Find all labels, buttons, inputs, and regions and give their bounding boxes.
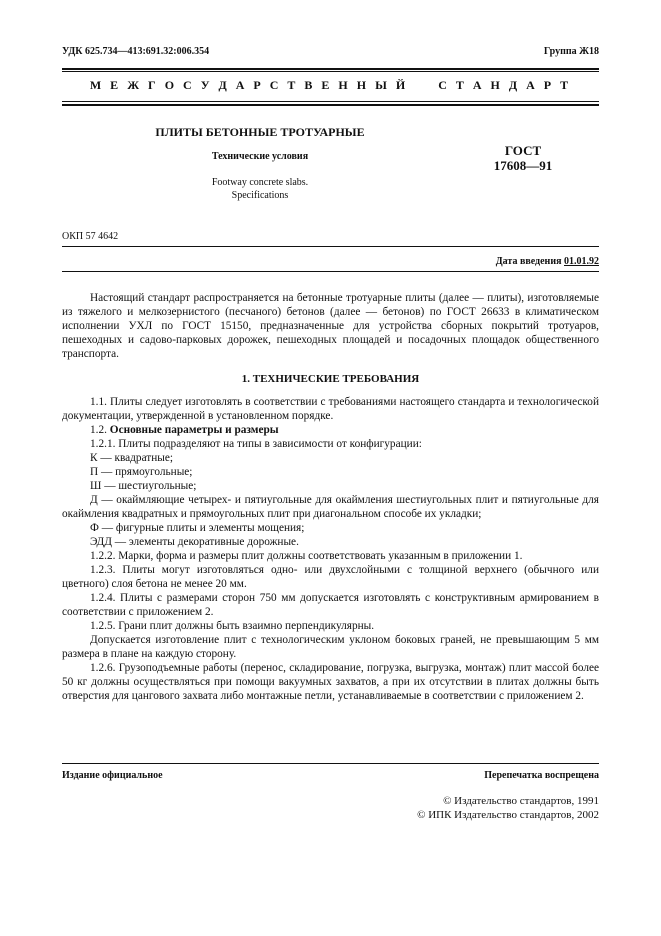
clause-1-2-5-tolerance: Допускается изготовление плит с технологическим уклоном боковых граней, не превышающим 5 мм размера в плане на каждую сторону. xyxy=(62,634,599,660)
clause-1-2-3: 1.2.3. Плиты могут изготовляться одно- или двухслойными с толщиной верхнего (обычного или цветного) слоя бетона не менее 20 мм. xyxy=(62,564,599,590)
banner-rule-bottom xyxy=(62,104,599,106)
clause-1-2-4: 1.2.4. Плиты с размерами сторон 750 мм допускается изготовлять с конструктивным армированием в соответствии с приложением 2. xyxy=(62,592,599,618)
okp-rule xyxy=(62,246,599,247)
copyright-2002: © ИПК Издательство стандартов, 2002 xyxy=(417,809,599,821)
intro-date-value: 01.01.92 xyxy=(564,256,599,267)
clause-1-2-number: 1.2. xyxy=(90,424,107,436)
document-title: ПЛИТЫ БЕТОННЫЕ ТРОТУАРНЫЕ xyxy=(155,125,365,139)
type-edd: ЭДД — элементы декоративные дорожные. xyxy=(90,536,299,548)
section-heading: 1. ТЕХНИЧЕСКИЕ ТРЕБОВАНИЯ xyxy=(241,373,420,385)
document-subtitle: Технические условия xyxy=(211,151,309,162)
intro-paragraph: Настоящий стандарт распространяется на бетонные тротуарные плиты (далее — плиты), изготовляемые из тяжелого и мелкозернистого (песчаного) бетонов (далее — бетонов) по ГОСТ 26633 в климатическом исполнении УХЛ по ГОСТ 15150, предназначенные для устройства сборных покрытий тротуаров, пешеходных и садово-парковых дорожек, пешеходных площадей и посадочных площадок общественного транспорта. xyxy=(62,292,599,360)
clause-1-2-5: 1.2.5. Грани плит должны быть взаимно перпендикулярны. xyxy=(90,620,375,632)
banner-rule-top xyxy=(62,101,599,102)
clause-1-2 xyxy=(62,423,599,437)
gost-number: 17608—91 xyxy=(493,158,553,173)
udk-code: УДК 625.734—413:691.32:006.354 xyxy=(62,46,210,57)
group-code: Группа Ж18 xyxy=(543,46,599,57)
date-rule xyxy=(62,271,599,272)
top-rule-thick xyxy=(62,68,599,70)
english-title: Footway concrete slabs. xyxy=(211,177,309,188)
gost-label: ГОСТ xyxy=(504,143,542,158)
intro-date xyxy=(496,256,599,267)
top-rule-thin xyxy=(62,71,599,72)
official-edition: Издание официальное xyxy=(62,770,163,781)
clause-1-1: 1.1. Плиты следует изготовлять в соответствии с требованиями настоящего стандарта и технологической документации, утвержденной в установленном порядке. xyxy=(62,396,599,422)
clause-1-2-1: 1.2.1. Плиты подразделяют на типы в зависимости от конфигурации: xyxy=(90,438,422,450)
okp-code: ОКП 57 4642 xyxy=(62,231,119,242)
reprint-notice: Перепечатка воспрещена xyxy=(484,770,599,781)
intro-date-label: Дата введения xyxy=(495,256,562,267)
type-sh: Ш — шестиугольные; xyxy=(90,480,197,492)
section-body xyxy=(62,395,599,703)
english-subtitle: Specifications xyxy=(231,190,289,201)
intro-block xyxy=(62,291,599,361)
standard-banner: М Е Ж Г О С У Д А Р С Т В Е Н Н Ы Й С Т А Н Д А Р Т xyxy=(89,78,572,92)
type-f: Ф — фигурные плиты и элементы мощения; xyxy=(90,522,305,534)
clause-1-2-6: 1.2.6. Грузоподъемные работы (перенос, складирование, погрузка, выгрузка, монтаж) плит массой более 50 кг должны осуществляться при помощи вакуумных захватов, а при их отсутствии в плитах должны быть отверстия для цангового захвата либо монтажные петли, устанавливаемые в соответствии с приложением 2. xyxy=(62,662,599,702)
footer-rule xyxy=(62,763,599,764)
clause-1-2-title: Основные параметры и размеры xyxy=(109,424,279,436)
type-p: П — прямоугольные; xyxy=(90,466,193,478)
type-k: К — квадратные; xyxy=(90,452,174,464)
copyright-1991: © Издательство стандартов, 1991 xyxy=(443,795,599,807)
clause-1-2-2: 1.2.2. Марки, форма и размеры плит должны соответствовать указанным в приложении 1. xyxy=(90,550,523,562)
type-d: Д — окаймляющие четырех- и пятиугольные для окаймления шестиугольных плит и пятиугольные для окаймления квадратных и прямоугольных плит при диагональном способе их укладки; xyxy=(62,494,599,520)
